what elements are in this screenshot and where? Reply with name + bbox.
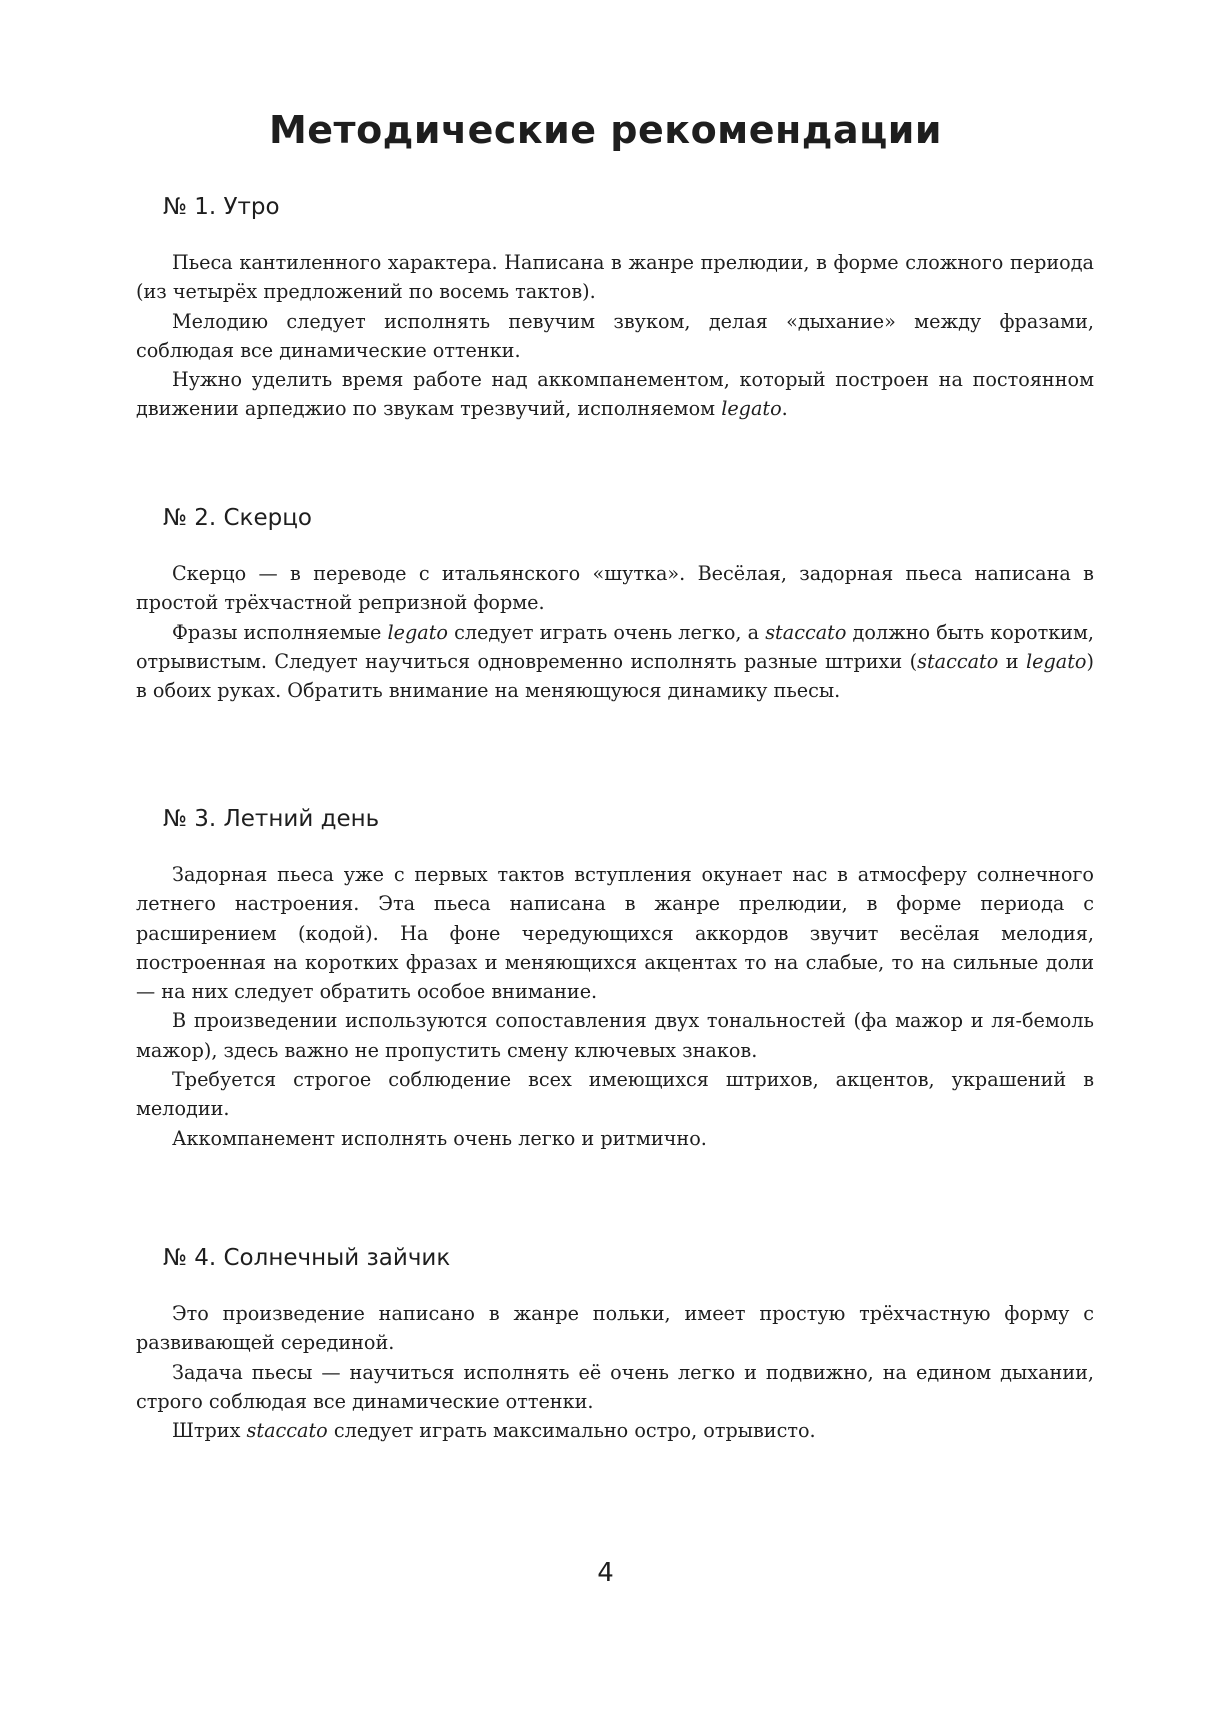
section-scherzo [136,503,1094,705]
italic-term: staccato [765,620,847,644]
text-run: Задорная пьеса уже с первых тактов вступления окунает нас в атмосферу солнечного летнего настроения. Эта пьеса написана в жанре прелюдии, в форме периода с расширением (кодой). На фоне чередующихся аккордов звучит весёлая мелодия, построенная на коротких фразах и меняющихся акцентах то на слабые, то на сильные доли — на них следует обратить особое внимание. [136,863,1094,1004]
section-heading: № 3. Летний день [163,806,380,832]
text-run: Штрих [172,1419,247,1443]
paragraph [136,1416,1094,1445]
text-run: Задача пьесы — научиться исполнять её очень легко и подвижно, на едином дыхании, строго соблюдая все динамические оттенки. [136,1360,1094,1413]
text-run: В произведении используются сопоставления двух тональностей (фа мажор и ля-бемоль мажор), здесь важно не пропустить смену ключевых знаков. [136,1009,1094,1062]
paragraph [136,1124,1094,1153]
italic-term: legato [721,397,782,421]
italic-term: staccato [917,649,999,673]
page-title: Методические рекомендации [268,108,943,152]
text-run: ) в обоих руках. Обратить внимание на меняющуюся динамику пьесы. [136,649,1094,703]
italic-term: staccato [246,1419,328,1443]
paragraph [136,1358,1094,1417]
section-sunbeam [136,1243,1094,1445]
paragraph [136,365,1094,424]
text-run: следует играть максимально остро, отрывисто. [327,1419,816,1443]
section-body [136,1299,1094,1445]
paragraph [136,1299,1094,1358]
paragraph [136,860,1094,1006]
text-run: Фразы исполняемые [172,620,388,644]
text-run: Скерцо — в переводе с итальянского «шутка». Весёлая, задорная пьеса написана в простой трёхчастной репризной форме. [136,562,1094,615]
text-run: следует играть очень легко, а [447,620,766,644]
italic-term: legato [387,620,448,644]
italic-term: legato [1026,649,1087,673]
text-run: Аккомпанемент исполнять очень легко и ритмично. [172,1126,707,1150]
section-body [136,559,1094,705]
paragraph [136,559,1094,618]
paragraph [136,307,1094,366]
page-number: 4 [597,1558,614,1588]
text-run: и [998,649,1026,673]
text-run: Требуется строгое соблюдение всех имеющихся штрихов, акцентов, украшений в мелодии. [136,1068,1094,1121]
text-run: Это произведение написано в жанре польки, имеет простую трёхчастную форму с развивающей серединой. [136,1302,1094,1355]
section-heading: № 1. Утро [163,194,280,220]
section-body [136,860,1094,1153]
text-run: Нужно уделить время работе над аккомпанементом, который построен на постоянном движении арпеджио по звукам трезвучий, исполняемом [136,368,1094,421]
paragraph [136,618,1094,706]
section-heading: № 2. Скерцо [163,505,312,531]
paragraph [136,248,1094,307]
section-body [136,248,1094,424]
paragraph [136,1065,1094,1124]
section-summer-day [136,804,1094,1153]
text-run: Пьеса кантиленного характера. Написана в жанре прелюдии, в форме сложного периода (из четырёх предложений по восемь тактов). [136,251,1094,304]
text-run: должно быть коротким, отрывистым. Следует научиться одновременно исполнять разные штрихи ( [136,620,1094,673]
section-heading: № 4. Солнечный зайчик [163,1245,451,1271]
paragraph [136,1006,1094,1065]
text-run: Мелодию следует исполнять певучим звуком, делая «дыхание» между фразами, соблюдая все динамические оттенки. [136,309,1094,362]
text-run: . [781,397,788,421]
section-morning [136,192,1094,424]
